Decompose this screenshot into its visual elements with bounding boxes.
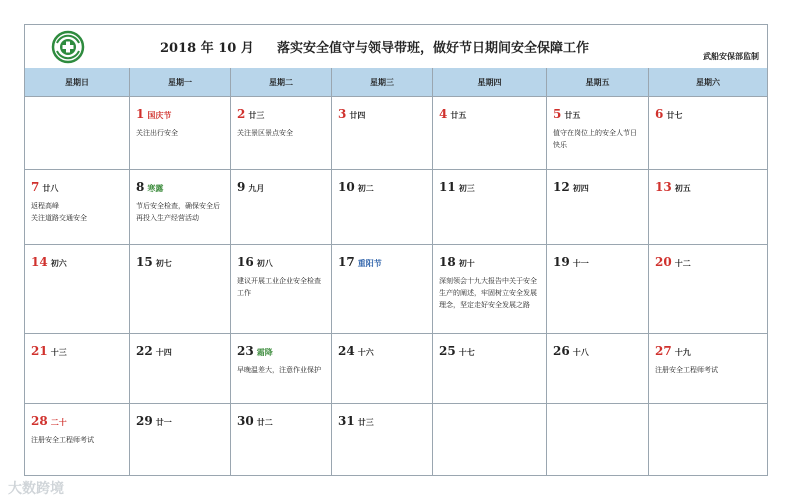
day-note: 节后安全检查，确保安全后再投入生产经营活动 [136, 202, 220, 222]
day-number: 21 [31, 344, 48, 358]
weekday-header: 星期六 [696, 77, 720, 87]
day-cell[interactable] [25, 97, 130, 169]
day-note: 关注景区景点安全 [237, 129, 293, 137]
lunar-date: 国庆节 [147, 110, 172, 120]
lunar-date: 廿五 [564, 110, 581, 120]
day-cell[interactable] [433, 404, 547, 476]
lunar-date: 初十 [458, 258, 475, 268]
week-row [25, 170, 767, 245]
day-cell[interactable] [433, 97, 547, 169]
lunar-date: 十八 [572, 347, 589, 357]
day-number: 11 [439, 180, 456, 194]
lunar-date: 霜降 [256, 347, 273, 357]
weekday-header: 星期一 [130, 68, 231, 96]
day-cell[interactable] [547, 97, 649, 169]
lunar-date: 初六 [50, 258, 67, 268]
day-number: 10 [338, 180, 355, 194]
watermark-text: 大数跨境 [8, 481, 64, 497]
day-number: 29 [136, 414, 153, 428]
day-number: 9 [237, 180, 246, 194]
day-number: 18 [439, 255, 456, 269]
day-note: 关注出行安全 [136, 129, 178, 137]
day-number: 25 [439, 344, 456, 358]
day-number: 28 [31, 414, 48, 428]
day-number: 8 [136, 180, 145, 194]
lunar-date: 初五 [674, 183, 691, 193]
calendar [24, 24, 768, 476]
day-number: 14 [31, 255, 48, 269]
calendar-grid [25, 97, 767, 476]
lunar-date: 十九 [674, 347, 691, 357]
day-cell[interactable] [231, 97, 332, 169]
day-note: 返程高峰 关注道路交通安全 [31, 202, 87, 222]
week-row [25, 245, 767, 334]
lunar-date: 廿三 [357, 417, 374, 427]
day-cell[interactable] [25, 404, 130, 476]
lunar-date: 初八 [256, 258, 273, 268]
day-number: 12 [553, 180, 570, 194]
day-cell[interactable] [433, 245, 547, 333]
lunar-date: 十一 [572, 258, 589, 268]
day-note: 深刻领会十九大报告中关于安全生产的阐述，牢固树立安全发展理念，坚定走好安全发展之路 [439, 277, 537, 309]
lunar-date: 十七 [458, 347, 475, 357]
day-cell[interactable] [130, 245, 231, 333]
lunar-date: 二十 [50, 417, 67, 427]
day-cell[interactable] [332, 245, 433, 333]
week-row [25, 97, 767, 170]
day-cell[interactable] [332, 334, 433, 403]
lunar-date: 廿三 [248, 110, 265, 120]
lunar-date: 十六 [357, 347, 374, 357]
day-number: 15 [136, 255, 153, 269]
day-cell[interactable] [433, 170, 547, 244]
day-cell[interactable] [332, 170, 433, 244]
lunar-date: 廿四 [349, 110, 366, 120]
lunar-date: 廿八 [42, 183, 59, 193]
lunar-date: 九月 [248, 183, 265, 193]
weekday-header: 星期五 [547, 68, 649, 96]
day-note: 建议开展工业企业安全检查工作 [237, 277, 321, 297]
day-cell[interactable] [130, 97, 231, 169]
day-cell[interactable] [231, 334, 332, 403]
weekday-header: 星期四 [433, 68, 547, 96]
day-number: 3 [338, 107, 347, 121]
supervisor-label: 武船安保部监制 [703, 51, 759, 61]
lunar-date: 十四 [155, 347, 172, 357]
lunar-date: 初二 [357, 183, 374, 193]
lunar-date: 廿七 [666, 110, 683, 120]
month-label: 2018 年 10 月 [160, 41, 254, 56]
day-cell[interactable] [547, 334, 649, 403]
day-note: 注册安全工程师考试 [31, 436, 94, 444]
day-number: 13 [655, 180, 672, 194]
day-cell[interactable] [649, 97, 767, 169]
day-number: 26 [553, 344, 570, 358]
day-number: 7 [31, 180, 40, 194]
day-note: 值守在岗位上的安全人节日快乐 [553, 129, 637, 149]
week-row [25, 334, 767, 404]
day-cell[interactable] [130, 170, 231, 244]
weekday-header: 星期三 [332, 68, 433, 96]
day-number: 17 [338, 255, 355, 269]
day-number: 30 [237, 414, 254, 428]
lunar-date: 重阳节 [357, 258, 382, 268]
lunar-date: 廿五 [450, 110, 467, 120]
day-cell[interactable] [130, 404, 231, 476]
day-cell[interactable] [25, 245, 130, 333]
day-cell[interactable] [649, 245, 767, 333]
day-cell[interactable] [332, 97, 433, 169]
day-number: 16 [237, 255, 254, 269]
day-note: 注册安全工程师考试 [655, 366, 718, 374]
day-number: 27 [655, 344, 672, 358]
day-cell[interactable] [332, 404, 433, 476]
lunar-date: 廿一 [155, 417, 172, 427]
lunar-date: 寒露 [147, 183, 164, 193]
lunar-date: 廿二 [256, 417, 273, 427]
weekday-header: 星期日 [25, 68, 130, 96]
lunar-date: 初七 [155, 258, 172, 268]
lunar-date: 十三 [50, 347, 67, 357]
weekday-header: 星期二 [231, 68, 332, 96]
day-number: 24 [338, 344, 355, 358]
day-cell[interactable] [25, 170, 130, 244]
day-number: 1 [136, 107, 145, 121]
calendar-title: 落实安全值守与领导带班，做好节日期间安全保障工作 [277, 41, 590, 56]
day-note: 早晚温差大，注意作业保护 [237, 366, 321, 374]
day-cell[interactable] [649, 334, 767, 403]
lunar-date: 初四 [572, 183, 589, 193]
day-cell[interactable] [649, 404, 767, 476]
day-number: 4 [439, 107, 448, 121]
day-cell[interactable] [231, 170, 332, 244]
day-cell[interactable] [547, 170, 649, 244]
calendar-header [25, 25, 767, 69]
day-number: 2 [237, 107, 246, 121]
day-number: 20 [655, 255, 672, 269]
day-number: 5 [553, 107, 562, 121]
day-cell[interactable] [433, 334, 547, 403]
lunar-date: 十二 [674, 258, 691, 268]
day-cell[interactable] [649, 170, 767, 244]
day-number: 19 [553, 255, 570, 269]
day-number: 31 [338, 414, 355, 428]
lunar-date: 初三 [458, 183, 475, 193]
safety-cross-logo-icon [51, 30, 85, 64]
weekday-header-row [25, 68, 767, 97]
week-row [25, 404, 767, 476]
day-number: 23 [237, 344, 254, 358]
day-cell[interactable] [231, 404, 332, 476]
day-cell[interactable] [547, 404, 649, 476]
day-cell[interactable] [231, 245, 332, 333]
day-number: 6 [655, 107, 664, 121]
day-number: 22 [136, 344, 153, 358]
day-cell[interactable] [547, 245, 649, 333]
day-cell[interactable] [25, 334, 130, 403]
day-cell[interactable] [130, 334, 231, 403]
